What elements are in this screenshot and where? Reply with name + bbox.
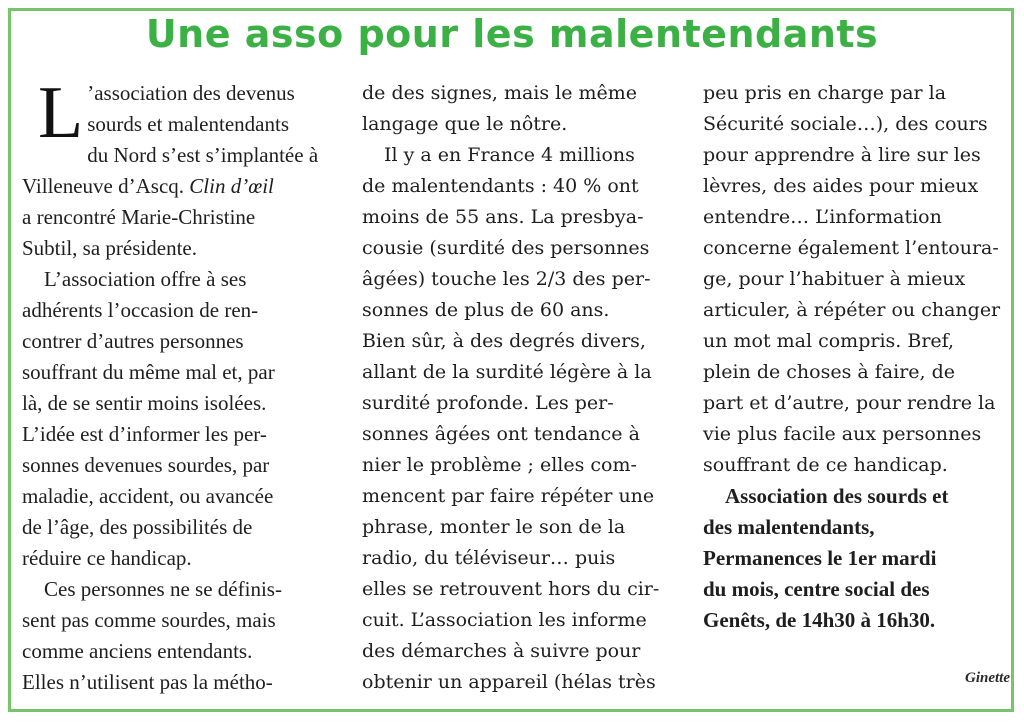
text-line: cousie (surdité des personnes xyxy=(362,237,650,259)
text-line: Subtil, sa présidente. xyxy=(22,236,197,260)
text-line: part et d’autre, pour rendre la xyxy=(703,392,996,414)
text-line: L’association offre à ses xyxy=(44,267,247,291)
text-line: Sécurité sociale…), des cours xyxy=(703,113,988,135)
text-line: allant de la surdité légère à la xyxy=(362,361,652,383)
text-line: de l’âge, des possibilités de xyxy=(22,515,253,539)
contact-line: Genêts, de 14h30 à 16h30. xyxy=(703,608,936,632)
text-line: sourds et malentendants xyxy=(87,112,289,136)
contact-line: des malentendants, xyxy=(703,515,875,539)
text-line: âgées) touche les 2/3 des per- xyxy=(362,268,651,290)
column-1 xyxy=(22,72,342,698)
text-line: radio, du téléviseur… puis xyxy=(362,547,616,569)
text-line: comme anciens entendants. xyxy=(22,639,253,663)
text-line: surdité profonde. Les per- xyxy=(362,392,614,414)
text-line: obtenir un appareil (hélas très xyxy=(362,671,656,693)
text-line: Bien sûr, à des degrés divers, xyxy=(362,330,646,352)
text-line: L’idée est d’informer les per- xyxy=(22,422,267,446)
text-line: mencent par faire répéter une xyxy=(362,485,655,507)
text-line: maladie, accident, ou avancée xyxy=(22,484,274,508)
magazine-name: Clin d’œil xyxy=(189,174,274,198)
text-line: peu pris en charge par la xyxy=(703,82,947,104)
text-line: vie plus facile aux personnes xyxy=(703,423,982,445)
article-title: Une asso pour les malentendants xyxy=(145,12,879,56)
text-line: a rencontré Marie-Christine xyxy=(22,205,256,229)
text-line: ’association des devenus xyxy=(87,81,295,105)
contact-info-block xyxy=(703,481,1013,636)
text-line: Ces personnes ne se définis- xyxy=(44,577,282,601)
text-line: contrer d’autres personnes xyxy=(22,329,244,353)
text-line: concerne également l’entoura- xyxy=(703,237,999,259)
text-line: de malentendants : 40 % ont xyxy=(362,175,639,197)
text-line: un mot mal compris. Bref, xyxy=(703,330,955,352)
contact-line: Permanences le 1er mardi xyxy=(703,546,937,570)
text-line: lèvres, des aides pour mieux xyxy=(703,175,979,197)
text-line: nier le problème ; elles com- xyxy=(362,454,637,476)
text-line: sonnes âgées ont tendance à xyxy=(362,423,640,445)
text-line: sonnes de plus de 60 ans. xyxy=(362,299,610,321)
paragraph xyxy=(362,140,682,698)
text-line xyxy=(22,171,342,202)
text-fragment: Villeneuve d’Ascq. xyxy=(22,174,185,198)
text-line: des démarches à suivre pour xyxy=(362,640,641,662)
text-line: langage que le nôtre. xyxy=(362,113,568,135)
text-line: elles se retrouvent hors du cir- xyxy=(362,578,660,600)
text-line: souffrant de ce handicap. xyxy=(703,454,948,476)
text-line: cuit. L’association les informe xyxy=(362,609,647,631)
text-line: entendre… L’information xyxy=(703,206,942,228)
text-line: phrase, monter le son de la xyxy=(362,516,626,538)
drop-cap: L xyxy=(38,72,84,154)
text-line: Il y a en France 4 millions xyxy=(384,144,635,166)
text-line: Elles n’utilisent pas la métho- xyxy=(22,670,273,694)
paragraph xyxy=(22,264,342,574)
text-line: adhérents l’occasion de ren- xyxy=(22,298,259,322)
text-line: là, de se sentir moins isolées. xyxy=(22,391,267,415)
text-line: ge, pour l’habituer à mieux xyxy=(703,268,966,290)
text-line: sonnes devenues sourdes, par xyxy=(22,453,270,477)
text-line: pour apprendre à lire sur les xyxy=(703,144,981,166)
paragraph xyxy=(22,574,342,698)
text-line: moins de 55 ans. La presbya- xyxy=(362,206,644,228)
text-line: sent pas comme sourdes, mais xyxy=(22,608,276,632)
text-line: réduire ce handicap. xyxy=(22,546,192,570)
text-line: de des signes, mais le même xyxy=(362,82,638,104)
column-3 xyxy=(703,78,1013,636)
contact-line: Association des sourds et xyxy=(725,484,949,508)
text-line: du Nord s’est s’implantée à xyxy=(87,143,319,167)
column-2 xyxy=(362,78,682,698)
text-line: plein de choses à faire, de xyxy=(703,361,956,383)
text-line: articuler, à répéter ou changer xyxy=(703,299,1001,321)
contact-line: du mois, centre social des xyxy=(703,577,930,601)
paragraph-intro xyxy=(22,72,342,264)
text-line: souffrant du même mal et, par xyxy=(22,360,275,384)
author-signature: Ginette xyxy=(965,670,1010,686)
paragraph xyxy=(362,78,682,140)
paragraph xyxy=(703,78,1013,481)
